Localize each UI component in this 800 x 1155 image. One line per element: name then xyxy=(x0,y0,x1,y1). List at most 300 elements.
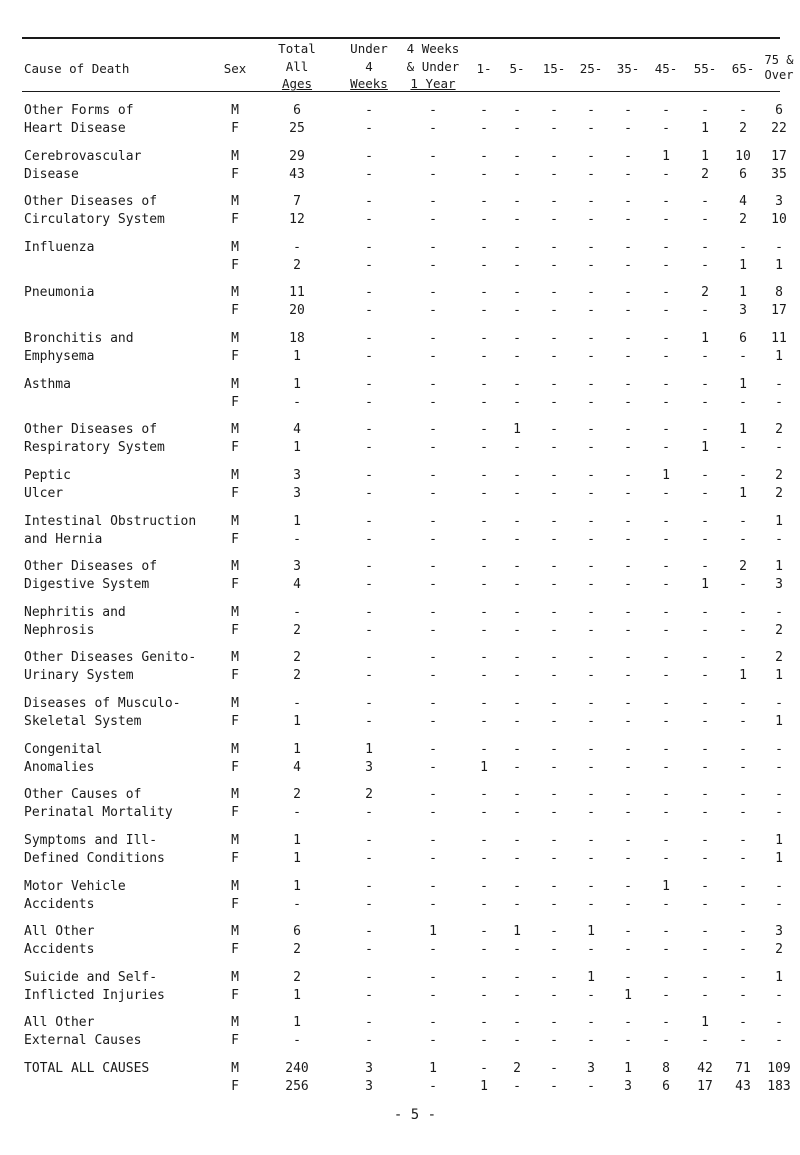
cell-age-35: - xyxy=(624,942,632,957)
cell-under-4-weeks: - xyxy=(365,121,373,136)
cell-age-45: - xyxy=(662,121,670,136)
cell-age-45: - xyxy=(662,103,670,118)
cell-age-1: - xyxy=(480,194,488,209)
cell-total: 1 xyxy=(293,440,301,455)
cell-total: 11 xyxy=(289,285,305,300)
cell-under-4-weeks: - xyxy=(365,942,373,957)
row-cause-label: Influenza xyxy=(24,240,95,255)
cell-age-5: - xyxy=(513,103,521,118)
cell-age-25: - xyxy=(587,805,595,820)
cell-total: 1 xyxy=(293,714,301,729)
cell-age-1: - xyxy=(480,1061,488,1076)
cell-age-25: - xyxy=(587,149,595,164)
row-cause-label: Peptic xyxy=(24,468,71,483)
cell-age-25: - xyxy=(587,1033,595,1048)
cell-age-35: - xyxy=(624,395,632,410)
cell-sex: F xyxy=(231,668,239,683)
cell-under-4-weeks: - xyxy=(365,377,373,392)
cell-age-25: - xyxy=(587,468,595,483)
cell-sex: M xyxy=(231,605,239,620)
cell-age-45: - xyxy=(662,805,670,820)
cell-age-75-over: - xyxy=(775,1015,783,1030)
cell-sex: F xyxy=(231,988,239,1003)
cell-4-weeks-under-1-year: - xyxy=(429,942,437,957)
cell-4-weeks-under-1-year: - xyxy=(429,121,437,136)
cell-age-65: - xyxy=(739,787,747,802)
cell-under-4-weeks: - xyxy=(365,167,373,182)
header-age-65: 65- xyxy=(731,61,755,76)
header-4w1y-line1: 4 Weeks xyxy=(406,41,460,56)
cell-age-55: - xyxy=(701,988,709,1003)
cell-sex: M xyxy=(231,970,239,985)
cell-age-75-over: - xyxy=(775,395,783,410)
cell-age-5: - xyxy=(513,833,521,848)
cell-under-4-weeks: - xyxy=(365,1033,373,1048)
cell-age-15: - xyxy=(550,696,558,711)
cell-age-35: - xyxy=(624,559,632,574)
row-cause-label: All Other xyxy=(24,924,95,939)
cell-age-75-over: 3 xyxy=(775,924,783,939)
cell-sex: F xyxy=(231,121,239,136)
cell-age-15: - xyxy=(550,668,558,683)
cell-age-5: - xyxy=(513,988,521,1003)
cell-age-5: - xyxy=(513,879,521,894)
cell-age-75-over: 22 xyxy=(771,121,787,136)
cell-age-75-over: 1 xyxy=(775,714,783,729)
cell-age-5: - xyxy=(513,650,521,665)
cell-age-15: - xyxy=(550,395,558,410)
cell-age-1: - xyxy=(480,742,488,757)
cell-age-35: - xyxy=(624,486,632,501)
cell-age-65: 2 xyxy=(739,559,747,574)
cell-age-35: - xyxy=(624,897,632,912)
cell-4-weeks-under-1-year: - xyxy=(429,879,437,894)
cell-total: 2 xyxy=(293,258,301,273)
cell-total: 20 xyxy=(289,303,305,318)
cell-4-weeks-under-1-year: - xyxy=(429,577,437,592)
cell-age-55: - xyxy=(701,532,709,547)
cell-age-15: - xyxy=(550,149,558,164)
cell-total: 3 xyxy=(293,486,301,501)
cell-age-55: - xyxy=(701,805,709,820)
cell-age-15: - xyxy=(550,331,558,346)
cell-age-75-over: 6 xyxy=(775,103,783,118)
cell-age-1: - xyxy=(480,787,488,802)
cell-sex: M xyxy=(231,1061,239,1076)
row-cause-label: Perinatal Mortality xyxy=(24,805,173,820)
cell-age-25: - xyxy=(587,942,595,957)
cell-age-15: - xyxy=(550,121,558,136)
cell-age-65: - xyxy=(739,532,747,547)
header-age-15: 15- xyxy=(542,61,566,76)
row-cause-label: Accidents xyxy=(24,942,95,957)
cell-age-1: - xyxy=(480,1033,488,1048)
cell-age-5: 1 xyxy=(513,422,521,437)
row-cause-label: Other Causes of xyxy=(24,787,142,802)
cell-under-4-weeks: - xyxy=(365,212,373,227)
row-cause-label: Skeletal System xyxy=(24,714,142,729)
cell-age-25: - xyxy=(587,377,595,392)
cell-age-45: - xyxy=(662,486,670,501)
cell-age-55: - xyxy=(701,395,709,410)
cell-age-15: - xyxy=(550,349,558,364)
cell-age-25: - xyxy=(587,486,595,501)
cell-age-65: - xyxy=(739,742,747,757)
cell-age-15: - xyxy=(550,924,558,939)
row-cause-label: Digestive System xyxy=(24,577,150,592)
cell-age-45: - xyxy=(662,897,670,912)
cell-sex: F xyxy=(231,805,239,820)
cell-age-1: - xyxy=(480,605,488,620)
cell-age-15: - xyxy=(550,258,558,273)
cell-age-55: - xyxy=(701,303,709,318)
cell-age-15: - xyxy=(550,240,558,255)
cell-4-weeks-under-1-year: - xyxy=(429,377,437,392)
row-cause-label: Diseases of Musculo- xyxy=(24,696,181,711)
cell-age-45: - xyxy=(662,714,670,729)
cell-age-75-over: 3 xyxy=(775,577,783,592)
cell-sex: M xyxy=(231,787,239,802)
cell-age-35: - xyxy=(624,1033,632,1048)
row-cause-label: All Other xyxy=(24,1015,95,1030)
cell-age-15: - xyxy=(550,167,558,182)
header-under4w-line1: Under xyxy=(350,41,388,56)
cell-age-35: - xyxy=(624,514,632,529)
cell-age-45: - xyxy=(662,349,670,364)
cell-age-15: - xyxy=(550,897,558,912)
cell-4-weeks-under-1-year: - xyxy=(429,559,437,574)
cell-age-15: - xyxy=(550,422,558,437)
cell-age-55: 1 xyxy=(701,440,709,455)
cell-age-45: - xyxy=(662,924,670,939)
cell-age-15: - xyxy=(550,787,558,802)
cell-age-35: - xyxy=(624,103,632,118)
cell-age-15: - xyxy=(550,1015,558,1030)
cell-age-25: - xyxy=(587,605,595,620)
cell-age-1: - xyxy=(480,897,488,912)
cell-4-weeks-under-1-year: - xyxy=(429,149,437,164)
cell-age-35: - xyxy=(624,331,632,346)
header-age-45: 45- xyxy=(654,61,678,76)
cell-4-weeks-under-1-year: - xyxy=(429,970,437,985)
cell-4-weeks-under-1-year: - xyxy=(429,194,437,209)
cell-age-75-over: - xyxy=(775,742,783,757)
cell-age-65: 6 xyxy=(739,167,747,182)
header-age-55: 55- xyxy=(693,61,717,76)
cell-under-4-weeks: - xyxy=(365,285,373,300)
cell-age-65: 2 xyxy=(739,121,747,136)
cell-under-4-weeks: - xyxy=(365,440,373,455)
cell-age-25: - xyxy=(587,514,595,529)
cell-age-75-over: - xyxy=(775,605,783,620)
cell-4-weeks-under-1-year: - xyxy=(429,605,437,620)
cell-age-65: - xyxy=(739,514,747,529)
cell-age-75-over: - xyxy=(775,696,783,711)
cell-age-5: 1 xyxy=(513,924,521,939)
cell-age-75-over: - xyxy=(775,805,783,820)
cell-age-65: - xyxy=(739,851,747,866)
cell-4-weeks-under-1-year: - xyxy=(429,212,437,227)
header-4w1y-line3: 1 Year xyxy=(410,76,456,91)
cell-age-45: - xyxy=(662,258,670,273)
cell-4-weeks-under-1-year: - xyxy=(429,668,437,683)
cell-age-55: - xyxy=(701,240,709,255)
header-4w1y-line2: & Under xyxy=(406,59,460,74)
cell-age-15: - xyxy=(550,805,558,820)
cell-age-5: - xyxy=(513,440,521,455)
cell-age-55: 42 xyxy=(697,1061,713,1076)
cell-age-5: - xyxy=(513,851,521,866)
cell-under-4-weeks: - xyxy=(365,468,373,483)
cell-age-75-over: 1 xyxy=(775,668,783,683)
cell-age-45: - xyxy=(662,303,670,318)
cell-age-35: - xyxy=(624,240,632,255)
cell-age-35: - xyxy=(624,742,632,757)
cell-sex: M xyxy=(231,1015,239,1030)
cell-age-1: - xyxy=(480,577,488,592)
cell-under-4-weeks: - xyxy=(365,833,373,848)
cell-age-75-over: - xyxy=(775,897,783,912)
cell-age-45: - xyxy=(662,851,670,866)
cell-age-1: - xyxy=(480,714,488,729)
cell-age-75-over: - xyxy=(775,377,783,392)
cell-age-45: - xyxy=(662,212,670,227)
cell-age-55: - xyxy=(701,212,709,227)
cell-age-45: - xyxy=(662,377,670,392)
cell-age-75-over: 2 xyxy=(775,468,783,483)
cell-age-1: - xyxy=(480,349,488,364)
row-cause-label: Nephrosis xyxy=(24,623,95,638)
cell-age-45: - xyxy=(662,532,670,547)
cell-total: 2 xyxy=(293,942,301,957)
cell-age-75-over: 35 xyxy=(771,167,787,182)
cell-age-1: - xyxy=(480,149,488,164)
cell-under-4-weeks: - xyxy=(365,331,373,346)
cell-age-55: - xyxy=(701,833,709,848)
cell-age-45: - xyxy=(662,331,670,346)
cell-4-weeks-under-1-year: - xyxy=(429,331,437,346)
header-total-line1: Total xyxy=(278,41,316,56)
cell-sex: M xyxy=(231,650,239,665)
cell-age-35: - xyxy=(624,532,632,547)
cell-age-25: - xyxy=(587,742,595,757)
cell-age-5: - xyxy=(513,285,521,300)
row-cause-label: Circulatory System xyxy=(24,212,165,227)
cell-age-5: - xyxy=(513,696,521,711)
header-age-5: 5- xyxy=(509,61,525,76)
row-cause-label: Heart Disease xyxy=(24,121,126,136)
cell-age-25: - xyxy=(587,422,595,437)
cell-age-65: 43 xyxy=(735,1079,751,1094)
cell-age-1: 1 xyxy=(480,1079,488,1094)
cell-age-15: - xyxy=(550,303,558,318)
cell-age-5: - xyxy=(513,149,521,164)
cell-age-65: - xyxy=(739,924,747,939)
cell-age-35: 3 xyxy=(624,1079,632,1094)
row-cause-label: and Hernia xyxy=(24,532,103,547)
cell-4-weeks-under-1-year: - xyxy=(429,696,437,711)
cell-age-25: - xyxy=(587,103,595,118)
row-cause-label: Defined Conditions xyxy=(24,851,165,866)
cell-4-weeks-under-1-year: - xyxy=(429,760,437,775)
cell-total: 2 xyxy=(293,668,301,683)
cell-age-45: - xyxy=(662,240,670,255)
cell-age-1: - xyxy=(480,696,488,711)
cell-total: 3 xyxy=(293,468,301,483)
cell-age-75-over: - xyxy=(775,440,783,455)
cell-age-15: - xyxy=(550,486,558,501)
row-cause-label: Pneumonia xyxy=(24,285,95,300)
cell-age-45: 1 xyxy=(662,149,670,164)
cell-under-4-weeks: - xyxy=(365,532,373,547)
cell-age-5: - xyxy=(513,395,521,410)
cell-age-1: - xyxy=(480,285,488,300)
cell-age-15: - xyxy=(550,970,558,985)
cell-age-75-over: 11 xyxy=(771,331,787,346)
cell-age-65: 1 xyxy=(739,285,747,300)
cell-age-1: - xyxy=(480,331,488,346)
cell-age-25: - xyxy=(587,851,595,866)
cell-age-65: - xyxy=(739,805,747,820)
cell-age-55: - xyxy=(701,486,709,501)
cell-4-weeks-under-1-year: - xyxy=(429,395,437,410)
cell-age-25: - xyxy=(587,1079,595,1094)
cell-sex: F xyxy=(231,212,239,227)
cell-age-75-over: 2 xyxy=(775,942,783,957)
cell-age-1: - xyxy=(480,103,488,118)
cell-sex: F xyxy=(231,1033,239,1048)
cell-age-15: - xyxy=(550,714,558,729)
cell-under-4-weeks: - xyxy=(365,714,373,729)
cell-age-25: - xyxy=(587,988,595,1003)
cell-age-45: - xyxy=(662,440,670,455)
cell-total: 1 xyxy=(293,377,301,392)
cell-age-1: - xyxy=(480,303,488,318)
cell-age-1: - xyxy=(480,650,488,665)
cell-age-75-over: 1 xyxy=(775,970,783,985)
cell-age-55: - xyxy=(701,1033,709,1048)
table-top-rule xyxy=(22,37,780,39)
cell-sex: F xyxy=(231,623,239,638)
cell-total: 43 xyxy=(289,167,305,182)
cell-total: 4 xyxy=(293,577,301,592)
cell-age-55: 1 xyxy=(701,577,709,592)
cell-age-55: - xyxy=(701,258,709,273)
cell-age-55: 1 xyxy=(701,331,709,346)
cell-age-65: 2 xyxy=(739,212,747,227)
cell-age-35: - xyxy=(624,167,632,182)
cell-4-weeks-under-1-year: - xyxy=(429,349,437,364)
cell-age-45: - xyxy=(662,605,670,620)
cell-age-35: - xyxy=(624,577,632,592)
cell-age-55: - xyxy=(701,377,709,392)
cell-age-75-over: 1 xyxy=(775,349,783,364)
row-cause-label: Ulcer xyxy=(24,486,64,501)
cell-age-65: - xyxy=(739,833,747,848)
cell-age-15: - xyxy=(550,103,558,118)
cell-age-25: - xyxy=(587,240,595,255)
cell-age-65: - xyxy=(739,440,747,455)
cell-age-75-over: 1 xyxy=(775,559,783,574)
cell-age-65: 71 xyxy=(735,1061,751,1076)
row-cause-label: Disease xyxy=(24,167,79,182)
cell-age-5: - xyxy=(513,486,521,501)
cell-age-25: - xyxy=(587,879,595,894)
cell-sex: F xyxy=(231,760,239,775)
cell-under-4-weeks: - xyxy=(365,851,373,866)
cell-total: - xyxy=(293,897,301,912)
cell-age-55: - xyxy=(701,668,709,683)
cell-age-65: - xyxy=(739,970,747,985)
cell-age-25: 3 xyxy=(587,1061,595,1076)
cell-age-35: - xyxy=(624,149,632,164)
cell-age-25: - xyxy=(587,285,595,300)
cell-age-65: - xyxy=(739,623,747,638)
cell-age-65: - xyxy=(739,395,747,410)
cell-age-65: 1 xyxy=(739,258,747,273)
cell-age-45: - xyxy=(662,194,670,209)
cell-sex: F xyxy=(231,942,239,957)
cell-sex: F xyxy=(231,440,239,455)
cell-age-65: 4 xyxy=(739,194,747,209)
cell-total: - xyxy=(293,240,301,255)
cell-age-75-over: 2 xyxy=(775,623,783,638)
cell-4-weeks-under-1-year: - xyxy=(429,851,437,866)
cell-age-5: - xyxy=(513,623,521,638)
cell-under-4-weeks: 3 xyxy=(365,1061,373,1076)
cell-age-5: - xyxy=(513,377,521,392)
cell-age-5: - xyxy=(513,714,521,729)
row-cause-label: Intestinal Obstruction xyxy=(24,514,197,529)
cell-age-25: - xyxy=(587,623,595,638)
cell-age-1: - xyxy=(480,422,488,437)
cell-age-35: 1 xyxy=(624,988,632,1003)
cell-age-55: 17 xyxy=(697,1079,713,1094)
cell-age-55: - xyxy=(701,559,709,574)
cell-4-weeks-under-1-year: 1 xyxy=(429,924,437,939)
cell-age-15: - xyxy=(550,1079,558,1094)
cell-age-1: - xyxy=(480,468,488,483)
cell-total: 7 xyxy=(293,194,301,209)
cell-age-55: - xyxy=(701,103,709,118)
cell-under-4-weeks: 1 xyxy=(365,742,373,757)
cell-sex: M xyxy=(231,696,239,711)
cell-4-weeks-under-1-year: - xyxy=(429,167,437,182)
cell-age-45: - xyxy=(662,668,670,683)
cell-age-55: - xyxy=(701,851,709,866)
row-cause-label: Asthma xyxy=(24,377,71,392)
cell-age-45: 1 xyxy=(662,468,670,483)
cell-age-65: - xyxy=(739,988,747,1003)
cell-age-75-over: 3 xyxy=(775,194,783,209)
cell-age-1: - xyxy=(480,942,488,957)
cell-age-1: - xyxy=(480,623,488,638)
header-sex: Sex xyxy=(223,61,247,76)
cell-age-45: - xyxy=(662,696,670,711)
cell-sex: M xyxy=(231,468,239,483)
cell-under-4-weeks: - xyxy=(365,422,373,437)
row-cause-label: Inflicted Injuries xyxy=(24,988,165,1003)
row-cause-label: Other Diseases of xyxy=(24,559,158,574)
cell-age-15: - xyxy=(550,650,558,665)
header-under4w-line2: 4 xyxy=(365,59,373,74)
cell-under-4-weeks: 2 xyxy=(365,787,373,802)
cell-age-35: - xyxy=(624,760,632,775)
cell-total: 1 xyxy=(293,349,301,364)
cell-age-15: - xyxy=(550,194,558,209)
cell-age-1: - xyxy=(480,559,488,574)
row-cause-label: Other Diseases of xyxy=(24,194,158,209)
